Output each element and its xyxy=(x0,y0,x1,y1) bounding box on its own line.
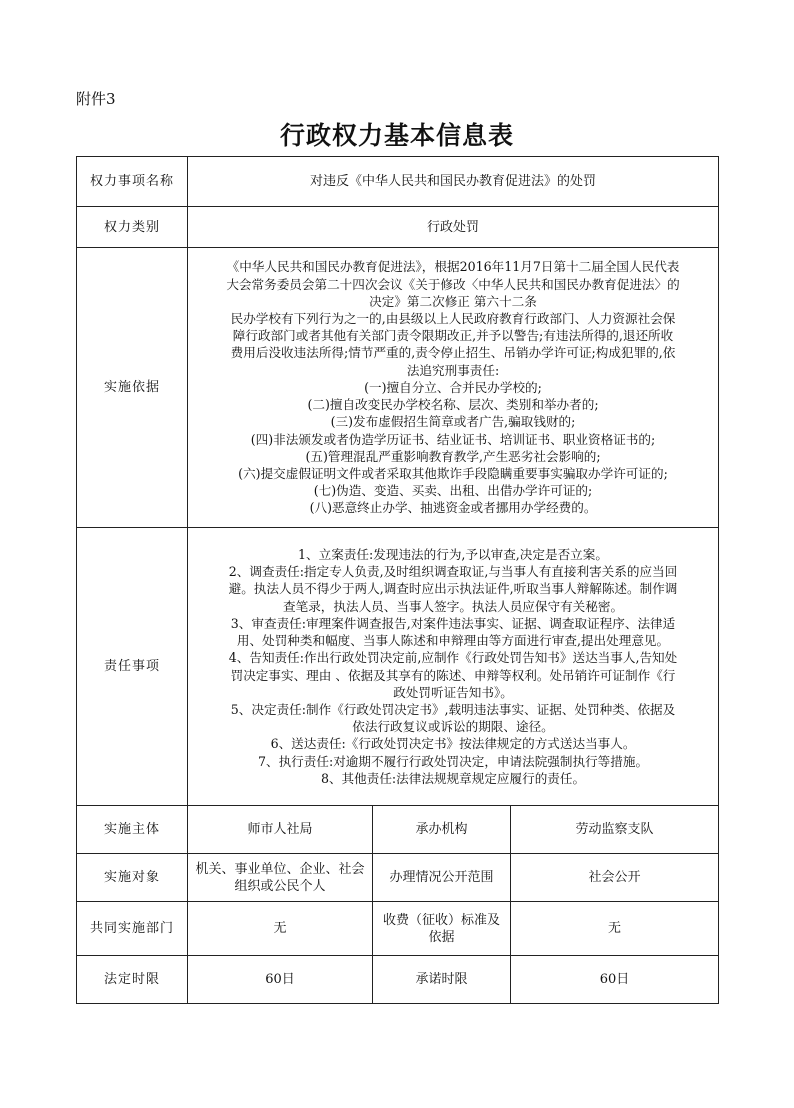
responsibility-line: 用、处罚种类和幅度、当事人陈述和申辩理由等方面进行审查,提出处理意见。 xyxy=(236,633,670,649)
basis-line: (八)恶意终止办学、抽逃资金或者挪用办学经费的。 xyxy=(309,500,597,516)
basis-line: (七)伪造、变造、买卖、出租、出借办学许可证的; xyxy=(313,483,593,499)
responsibility-line: 查笔录，执法人员、当事人签字。执法人员应保守有关秘密。 xyxy=(283,598,624,614)
basis-line: (一)擅自分立、合并民办学校的; xyxy=(364,379,542,395)
responsibility-line: 1、立案责任:发现违法的行为,予以审查,决定是否立案。 xyxy=(298,547,608,563)
label-legal-time: 法定时限 xyxy=(77,956,188,1004)
page-title: 行政权力基本信息表 xyxy=(279,121,514,150)
row-subject xyxy=(77,806,719,854)
responsibility-line: 3、审查责任:审理案件调查报告,对案件违法事实、证据、调查取证程序、法律适 xyxy=(230,615,676,631)
basis-line: (三)发布虚假招生简章或者广告,骗取钱财的; xyxy=(330,414,576,430)
responsibility-line: 2、调查责任:指定专人负责,及时组织调查取证,与当事人有直接利害关系的应当回 xyxy=(228,564,678,580)
responsibility-line: 7、执行责任:对逾期不履行行政处罚决定，申请法院强制执行等措施。 xyxy=(257,753,649,769)
label-power-type: 权力类别 xyxy=(77,207,188,248)
basis-line: 障行政部门或者其他有关部门责令限期改正,并予以警告;有违法所得的,退还所收 xyxy=(232,328,674,344)
info-table xyxy=(76,156,719,1004)
basis-line: (四)非法颁发或者伪造学历证书、结业证书、培训证书、职业资格证书的; xyxy=(250,431,656,447)
basis-line: (二)擅自改变民办学校名称、层次、类别和举办者的; xyxy=(307,397,599,413)
value-disclosure: 社会公开 xyxy=(511,854,719,902)
basis-line: 决定》第二次修正 第六十二条 xyxy=(369,293,537,309)
label-promise-time: 承诺时限 xyxy=(373,956,511,1004)
label-basis: 实施依据 xyxy=(77,248,188,528)
label-target: 实施对象 xyxy=(77,854,188,902)
label-subject: 实施主体 xyxy=(77,806,188,854)
basis-line: 费用后没收违法所得;情节严重的,责令停止招生、吊销办学许可证;构成犯罪的,依 xyxy=(230,345,676,361)
row-power-name xyxy=(77,157,719,207)
basis-line: (六)提交虚假证明文件或者采取其他欺诈手段隐瞒重要事实骗取办学许可证的; xyxy=(238,465,668,481)
label-fee: 收费（征收）标准及依据 xyxy=(373,902,511,956)
attachment-label: 附件3 xyxy=(76,90,116,108)
responsibility-line: 6、送达责任:《行政处罚决定书》按法律规定的方式送达当事人。 xyxy=(270,736,636,752)
label-organizer: 承办机构 xyxy=(373,806,511,854)
value-joint: 无 xyxy=(188,902,373,956)
row-joint xyxy=(77,902,719,956)
basis-line: 大会常务委员会第二十四次会议《关于修改〈中华人民共和国民办教育促进法〉的 xyxy=(226,276,680,292)
basis-text xyxy=(188,248,719,528)
responsibility-line: 依法行政复议或诉讼的期限、途径。 xyxy=(352,719,554,735)
responsibility-line: 5、决定责任:制作《行政处罚决定书》,载明违法事实、证据、处罚种类、依据及 xyxy=(230,701,676,717)
row-basis xyxy=(77,248,719,528)
label-responsibility: 责任事项 xyxy=(77,528,188,806)
value-legal-time: 60日 xyxy=(188,956,373,1004)
value-promise-time: 60日 xyxy=(511,956,719,1004)
label-joint: 共同实施部门 xyxy=(77,902,188,956)
responsibility-line: 4、告知责任:作出行政处罚决定前,应制作《行政处罚告知书》送达当事人,告知处 xyxy=(228,650,678,666)
row-responsibility xyxy=(77,528,719,806)
row-time xyxy=(77,956,719,1004)
value-power-type: 行政处罚 xyxy=(188,207,719,248)
label-power-name: 权力事项名称 xyxy=(77,157,188,207)
responsibility-line: 避。执法人员不得少于两人,调查时应出示执法证件,听取当事人辩解陈述。制作调 xyxy=(228,581,678,597)
responsibility-line: 罚决定事实、理由 、依据及其享有的陈述、申辩等权利。处吊销许可证制作《行 xyxy=(230,667,676,683)
basis-line: (五)管理混乱严重影响教育教学,产生恶劣社会影响的; xyxy=(305,448,601,464)
value-power-name: 对违反《中华人民共和国民办教育促进法》的处罚 xyxy=(188,157,719,207)
row-target xyxy=(77,854,719,902)
basis-line: 《中华人民共和国民办教育促进法》，根据2016年11月7日第十二届全国人民代表 xyxy=(226,259,680,275)
label-disclosure: 办理情况公开范围 xyxy=(373,854,511,902)
value-target: 机关、事业单位、企业、社会组织或公民个人 xyxy=(188,854,373,902)
basis-line: 民办学校有下列行为之一的,由县级以上人民政府教育行政部门、人力资源社会保 xyxy=(230,311,676,327)
value-subject: 师市人社局 xyxy=(188,806,373,854)
row-power-type xyxy=(77,207,719,248)
responsibility-text xyxy=(188,528,719,806)
responsibility-line: 政处罚听证告知书》。 xyxy=(393,684,513,700)
responsibility-line: 8、其他责任:法律法规规章规定应履行的责任。 xyxy=(320,770,586,786)
value-fee: 无 xyxy=(511,902,719,956)
value-organizer: 劳动监察支队 xyxy=(511,806,719,854)
basis-line: 法追究刑事责任: xyxy=(406,362,500,378)
